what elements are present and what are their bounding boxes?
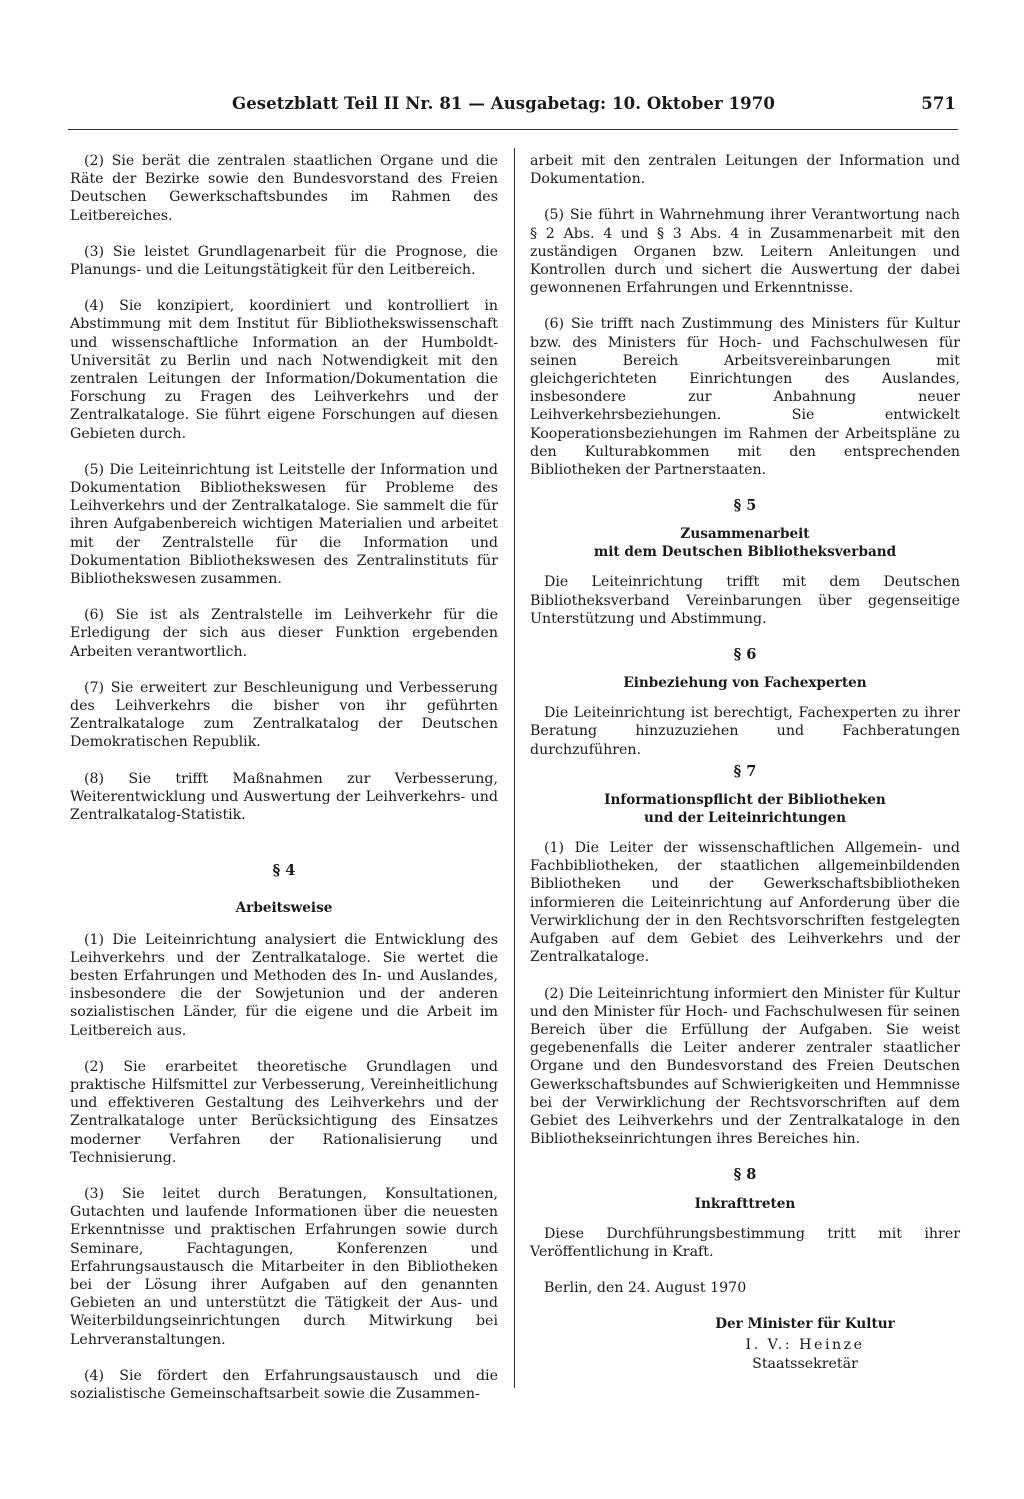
section-number: § 7 xyxy=(733,762,757,780)
signature-deputy: I. V.: Heinze xyxy=(745,1337,865,1354)
paragraph: arbeit mit den zentralen Leitungen der Information und Dokumentation. xyxy=(530,153,960,188)
right-column xyxy=(530,152,960,1374)
paragraph: (5) Die Leiteinrichtung ist Leitstelle der Information und Dokumentation Bibliothekswesen für Probleme des Leihverkehrs und der Zentralkataloge. Sie sammelt die für ihren Aufgabenbereich wichtigen Materialien und arbeitet mit der Zentralstelle für die Information und Dokumentation Bibliothekswesen des Zentralinstituts für Bibliothekswesen zusammen. xyxy=(70,461,498,588)
paragraph: (1) Die Leiter der wissenschaftlichen Allgemein- und Fachbibliotheken, der staatlichen allgemeinbildenden Bibliotheken und der Gewerkschaftsbibliotheken informieren die Leiteinrichtung auf Anforderung über die Verwirklichung der in den Rechtsvorschriften festgelegten Aufgaben auf dem Gebiet des Leihverkehrs und der Zentralkataloge. xyxy=(530,840,960,966)
paragraph: Die Leiteinrichtung ist berechtigt, Fachexperten zu ihrer Beratung hinzuzuziehen und Fachberatungen durchzuführen. xyxy=(530,705,960,758)
signature-minister: Der Minister für Kultur xyxy=(715,1316,895,1333)
section-heading xyxy=(530,525,960,561)
section-number: § 4 xyxy=(272,862,296,880)
header-title: Gesetzblatt Teil II Nr. 81 — Ausgabetag: 10. Oktober 1970 xyxy=(232,94,775,113)
section-heading: Einbeziehung von Fachexperten xyxy=(623,675,867,692)
paragraph: (2) Sie berät die zentralen staatlichen Organe und die Räte der Bezirke sowie den Bundesvorstand des Freien Deutschen Gewerkschaftsbundes im Rahmen des Leitbereiches. xyxy=(70,153,498,224)
paragraph: (3) Sie leistet Grundlagenarbeit für die Prognose, die Planungs- und die Leitungstätigkeit für den Leitbereich. xyxy=(70,243,498,279)
paragraph: (4) Sie fördert den Erfahrungsaustausch und die sozialistische Gemeinschaftsarbeit sowie die Zusammen- xyxy=(70,1367,498,1402)
header-rule xyxy=(68,129,958,130)
section-heading-line: Informationspflicht der Bibliotheken xyxy=(604,792,886,809)
section-heading: Inkrafttreten xyxy=(694,1195,796,1212)
paragraph: (3) Sie leitet durch Beratungen, Konsultationen, Gutachten und laufende Informationen über die neuesten Erkenntnisse und praktischen Erfahrungen sowie durch Seminare, Fachtagungen, Konferenzen und Erfahrungsaustausch die Mitarbeiter in den Bibliotheken bei der Lösung ihrer Aufgaben auf den genannten Gebieten an und unterstützt die Tätigkeit der Aus- und Weiterbildungseinrichtungen durch Mitwirkung bei Lehrveranstaltungen. xyxy=(70,1185,498,1348)
paragraph: Diese Durchführungsbestimmung tritt mit ihrer Veröffentlichung in Kraft. xyxy=(530,1225,960,1260)
paragraph: (2) Die Leiteinrichtung informiert den Minister für Kultur und den Minister für Hoch- und Fachschulwesen für seinen Bereich über die Erfüllung der Aufgaben. Sie weist gegebenenfalls die Leiter anderer zentraler staatlicher Organe und den Bundesvorstand des Freien Deutschen Gewerkschaftsbundes auf Schwierigkeiten und Hemmnisse bei der Verwirklichung der Rechtsvorschriften auf dem Gebiet des Leihverkehrs und der Zentralkataloge in den Bibliothekseinrichtungen ihres Bereiches hin. xyxy=(530,985,960,1148)
page-header xyxy=(232,94,956,116)
section-number: § 5 xyxy=(733,497,757,515)
paragraph: (2) Sie erarbeitet theoretische Grundlagen und praktische Hilfsmittel zur Verbesserung, Vereinheitlichung und effektiveren Gestaltung des Leihverkehrs und der Zentralkataloge unter Berücksichtigung des Einsatzes moderner Verfahren der Rationalisierung und Technisierung. xyxy=(70,1058,498,1166)
signature-block xyxy=(650,1315,960,1374)
left-column xyxy=(70,152,498,1421)
section-heading-line: mit dem Deutschen Bibliotheksverband xyxy=(593,544,897,561)
paragraph: (6) Sie ist als Zentralstelle im Leihverkehr für die Erledigung der sich aus dieser Funktion ergebenden Arbeiten verantwortlich. xyxy=(70,607,498,660)
section-number: § 6 xyxy=(733,646,757,664)
paragraph: (7) Sie erweitert zur Beschleunigung und Verbesserung des Leihverkehrs die bisher von ihr geführten Zentralkataloge zum Zentralkatalog der Deutschen Demokratischen Republik. xyxy=(70,679,498,751)
paragraph: (8) Sie trifft Maßnahmen zur Verbesserung, Weiterentwicklung und Auswertung der Leihverkehrs- und Zentralkatalog-Statistik. xyxy=(70,770,498,824)
paragraph: (6) Sie trifft nach Zustimmung des Ministers für Kultur bzw. des Ministers für Hoch- und Fachschulwesen für seinen Bereich Arbeitsvereinbarungen mit gleichgerichteten Einrichtungen des Auslandes, insbesondere zur Anbahnung neuer Leihverkehrsbeziehungen. Sie entwickelt Kooperationsbeziehungen im Rahmen der Arbeitspläne zu den Kulturabkommen mit den entsprechenden Bibliotheken der Partnerstaaten. xyxy=(530,316,960,479)
section-heading-line: und der Leiteinrichtungen xyxy=(644,810,846,827)
section-number: § 8 xyxy=(733,1166,757,1184)
page-number: 571 xyxy=(921,94,956,113)
signature-role: Staatssekretär xyxy=(752,1356,858,1373)
section-heading-line: Zusammenarbeit xyxy=(680,526,810,543)
paragraph: (1) Die Leiteinrichtung analysiert die Entwicklung des Leihverkehrs und der Zentralkataloge. Sie wertet die besten Erfahrungen und Methoden des In- und Auslandes, insbesondere die der Sowjetunion und der anderen sozialistischen Länder, für die eigene und die Arbeit im Leitbereich aus. xyxy=(70,931,498,1039)
paragraph: Die Leiteinrichtung trifft mit dem Deutschen Bibliotheksverband Vereinbarungen über gegenseitige Unterstützung und Abstimmung. xyxy=(530,574,960,627)
date-line: Berlin, den 24. August 1970 xyxy=(544,1279,747,1296)
section-heading: Arbeitsweise xyxy=(235,899,333,916)
section-heading xyxy=(530,791,960,827)
paragraph: (5) Sie führt in Wahrnehmung ihrer Verantwortung nach § 2 Abs. 4 und § 3 Abs. 4 in Zusammenarbeit mit den zuständigen Organen bzw. Leitern Anleitungen und Kontrollen durch und sichert die Auswertung der dabei gewonnenen Erfahrungen und Erkenntnisse. xyxy=(530,207,960,297)
paragraph: (4) Sie konzipiert, koordiniert und kontrolliert in Abstimmung mit dem Institut für Bibliothekswissenschaft und wissenschaftliche Information an der Humboldt-Universität zu Berlin und nach Notwendigkeit mit den zentralen Leitungen der Information/Dokumentation die Forschung zu Fragen des Leihverkehrs und der Zentralkataloge. Sie führt eigene Forschungen auf diesen Gebieten durch. xyxy=(70,298,498,442)
column-divider xyxy=(514,148,515,1388)
